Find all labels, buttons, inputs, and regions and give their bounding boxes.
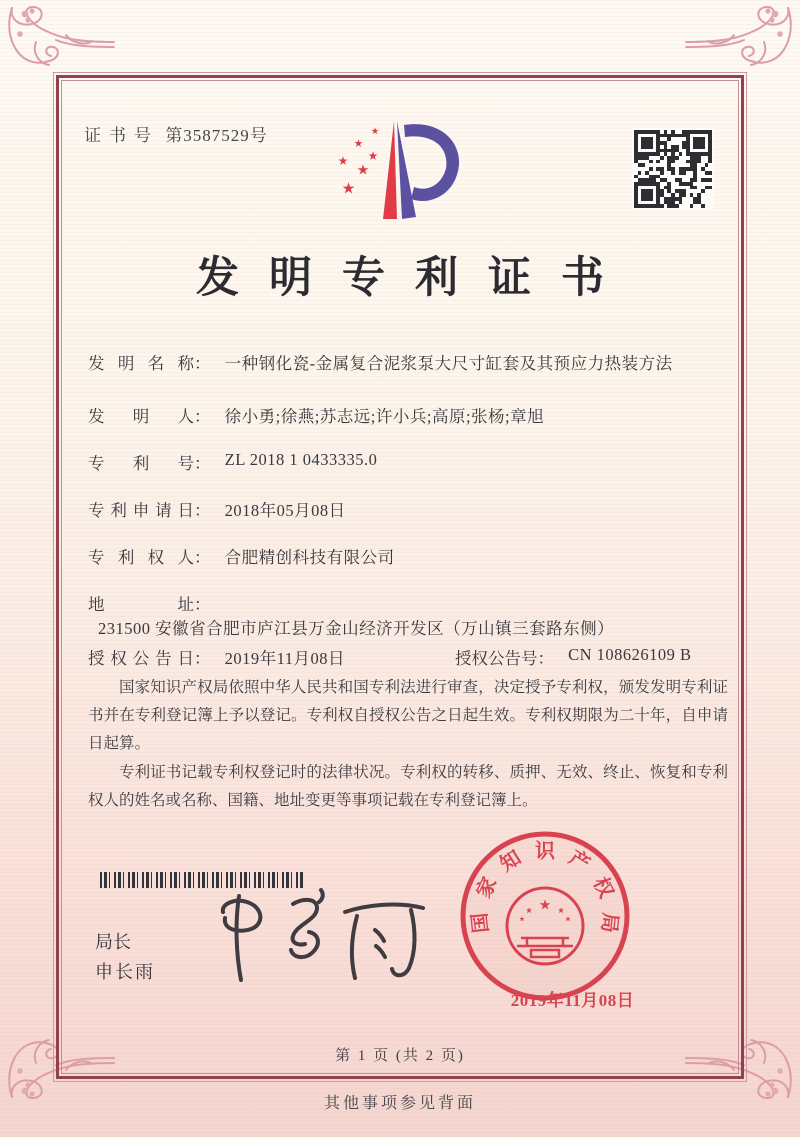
seal-char: 识 [535, 840, 555, 863]
seal-char: 局 [597, 911, 621, 934]
field-invention-title [88, 350, 738, 374]
seal-char: 国 [469, 911, 493, 934]
field-value: ZL 2018 1 0433335.0 [224, 450, 378, 469]
officer-title: 局长 [95, 932, 131, 952]
field-colon: ： [194, 649, 211, 668]
field-grant-number [455, 645, 692, 669]
field-value: 徐小勇;徐燕;苏志远;许小兵;高原;张杨;章旭 [224, 407, 545, 426]
legal-paragraph-2: 专利证书记载专利权登记时的法律状况。专利权的转移、质押、无效、终止、恢复和专利权人的姓名或名称、国籍、地址变更等事项记载在专利登记簿上。 [88, 764, 728, 809]
legal-text [88, 674, 728, 816]
field-colon: ： [194, 548, 211, 567]
field-value: 合肥精创科技有限公司 [224, 548, 395, 567]
seal-char: 家 [472, 873, 502, 902]
field-label: 发明人 [88, 407, 194, 426]
field-colon: ： [194, 454, 211, 473]
floral-corner-ornament-top-right [684, 0, 796, 82]
field-colon: ： [194, 354, 211, 373]
back-note: 其他事项参见背面 [323, 1095, 476, 1112]
certificate-title: 发明专利证书 [196, 255, 634, 302]
field-colon: ： [194, 595, 211, 614]
field-label: 专利申请日 [88, 501, 194, 520]
field-value: CN 108626109 B [568, 645, 692, 664]
qr-code-grid [634, 130, 712, 208]
field-label: 地址 [88, 595, 194, 614]
certificate-number-value: 第3587529号 [165, 126, 268, 145]
field-label: 授权公告日 [88, 649, 194, 668]
seal-char: 知 [496, 846, 526, 877]
certificate-number-label: 证书号 [84, 126, 159, 145]
field-patent-number [88, 450, 738, 474]
field-label: 专利号 [88, 454, 194, 473]
field-value: 231500 安徽省合肥市庐江县万金山经济开发区（万山镇三套路东侧） [98, 619, 615, 638]
legal-paragraph-1: 国家知识产权局依照中华人民共和国专利法进行审查，决定授予专利权，颁发发明专利证书并在专利登记簿上予以登记。专利权自授权公告之日起生效。专利权期限为二十年，自申请日起算。 [88, 679, 728, 752]
qr-code [632, 128, 714, 210]
seal-char: 产 [564, 846, 594, 877]
field-label: 发明名称 [88, 354, 194, 373]
field-filing-date [88, 497, 738, 521]
field-value: 2019年11月08日 [224, 649, 346, 668]
field-value: 一种钢化瓷-金属复合泥浆泵大尺寸缸套及其预应力热装方法 [224, 354, 673, 373]
field-label: 授权公告号 [455, 649, 538, 668]
field-address [88, 591, 738, 644]
field-label: 专利权人 [88, 548, 194, 567]
officer-name: 申长雨 [95, 962, 155, 982]
field-colon: ： [537, 649, 554, 668]
field-colon: ： [194, 501, 211, 520]
floral-corner-ornament-top-left [4, 0, 116, 82]
field-grant-row [88, 645, 738, 669]
certificate-number [84, 121, 268, 146]
field-colon: ： [194, 407, 211, 426]
field-inventors [88, 403, 738, 427]
cnipa-logo-icon [330, 116, 472, 228]
page-indicator: 第 1 页 (共 2 页) [335, 1048, 465, 1064]
official-seal [455, 826, 635, 1006]
director-signature-icon [205, 882, 445, 992]
field-value: 2018年05月08日 [224, 501, 346, 520]
field-patentee [88, 544, 738, 568]
seal-date: 2019年11月08日 [510, 991, 635, 1010]
seal-char: 权 [588, 873, 618, 902]
